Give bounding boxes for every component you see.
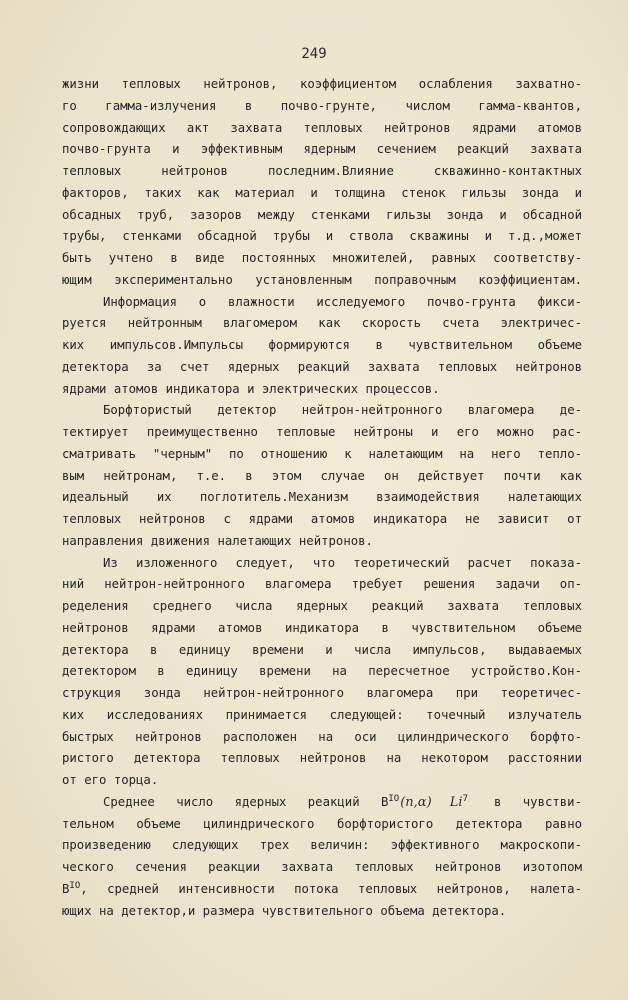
text-line: Из изложенного следует, что теоретический расчет показа-	[103, 555, 582, 570]
text-line: ний нейтрон-нейтронного влагомера требует решения задачи оп-	[62, 577, 582, 592]
text-line: детектора за счет ядерных реакций захвата тепловых нейтронов	[62, 359, 582, 374]
text-line	[62, 879, 582, 901]
text-line: обсадных труб, зазоров между стенками гильзы зонда и обсадной	[62, 207, 582, 222]
text-line: ядрами атомов индикатора и электрических процессов.	[62, 381, 440, 396]
text-line: ющим экспериментально установленным поправочным коэффициентам.	[62, 272, 582, 287]
text-line: струкция зонда нейтрон-нейтронного влагомера при теоретичес-	[62, 686, 582, 700]
text-line: факторов, таких как материал и толщина стенок гильзы зонда и	[62, 185, 582, 200]
text-line: ких импульсов.Импульсы формируются в чувствительном объеме	[62, 338, 582, 352]
text-line: ческого сечения реакции захвата тепловых нейтронов изотопом	[62, 860, 582, 874]
text-line: тельном объеме цилиндрического борфтористого детектора равно	[62, 816, 582, 831]
text-line	[62, 792, 582, 814]
text-line: сматривать "черным" по отношению к налетающим на него тепло-	[62, 446, 582, 461]
text-line: нейтронов ядрами атомов индикатора в чувствительном объеме	[62, 620, 582, 635]
text-line: ющих на детектор,и размера чувствительного объема детектора.	[62, 903, 507, 918]
page-number: 249	[301, 46, 327, 62]
isotope-superscript: 7	[462, 793, 468, 804]
text-line: ристого детектора тепловых нейтронов на некотором расстоянии	[62, 751, 582, 766]
text-line: направления движения налетающих нейтронов.	[62, 533, 373, 548]
text-line: ких исследованиях принимается следующей: точечный излучатель	[62, 707, 582, 722]
text-line: быть учтено в виде постоянных множителей, равных соответству-	[62, 251, 582, 265]
text-line: ределения среднего числа ядерных реакций захвата тепловых	[62, 599, 582, 613]
isotope-symbol: В	[62, 881, 70, 896]
text-line: тепловых нейтронов с ядрами атомов индикатора не зависит от	[62, 512, 582, 526]
text-line: сопровождающих акт захвата тепловых нейтронов ядрами атомов	[62, 120, 582, 135]
body-text	[62, 74, 582, 922]
reaction-handwritten: (n,α) Li	[400, 794, 463, 810]
text-line: трубы, стенками обсадной трубы и ствола скважины и т.д.,может	[62, 229, 582, 244]
text-line: тектирует преимущественно тепловые нейтроны и его можно рас-	[62, 425, 582, 439]
text-line: произведению следующих трех величин: эффективного макроскопи-	[62, 838, 582, 853]
text-line: детектора в единицу времени и числа импульсов, выдаваемых	[62, 642, 582, 657]
text-line: от его торца.	[62, 773, 159, 787]
text-line: вым нейтронам, т.е. в этом случае он действует почти как	[62, 468, 582, 483]
text-line: детектором в единицу времени на пересчетное устройство.Кон-	[62, 664, 582, 679]
formula-text-before: Среднее число ядерных реакций В	[103, 794, 389, 809]
isotope-superscript: IO	[388, 793, 400, 804]
text-line: почво-грунта и эффективным ядерным сечением реакций захвата	[62, 142, 582, 157]
text-line: тепловых нейтронов последним.Влияние скважинно-контактных	[62, 164, 582, 178]
text-line: быстрых нейтронов расположен на оси цилиндрического борфто-	[62, 729, 582, 744]
isotope-superscript: IO	[69, 880, 81, 891]
text-line: идеальный их поглотитель.Механизм взаимодействия налетающих	[62, 490, 582, 505]
text-line: Информация о влажности исследуемого почво-грунта фикси-	[103, 294, 582, 309]
line-text: , средней интенсивности потока тепловых нейтронов, налета-	[80, 881, 582, 896]
text-line: го гамма-излучения в почво-грунте, числом гамма-квантов,	[62, 98, 582, 113]
text-line: Борфтористый детектор нейтрон-нейтронного влагомера де-	[103, 403, 582, 418]
text-line: руется нейтронным влагомером как скорость счета электричес-	[62, 316, 582, 331]
formula-text-after: в чувстви-	[493, 794, 582, 809]
text-line: жизни тепловых нейтронов, коэффициентом ослабления захватно-	[62, 77, 582, 91]
